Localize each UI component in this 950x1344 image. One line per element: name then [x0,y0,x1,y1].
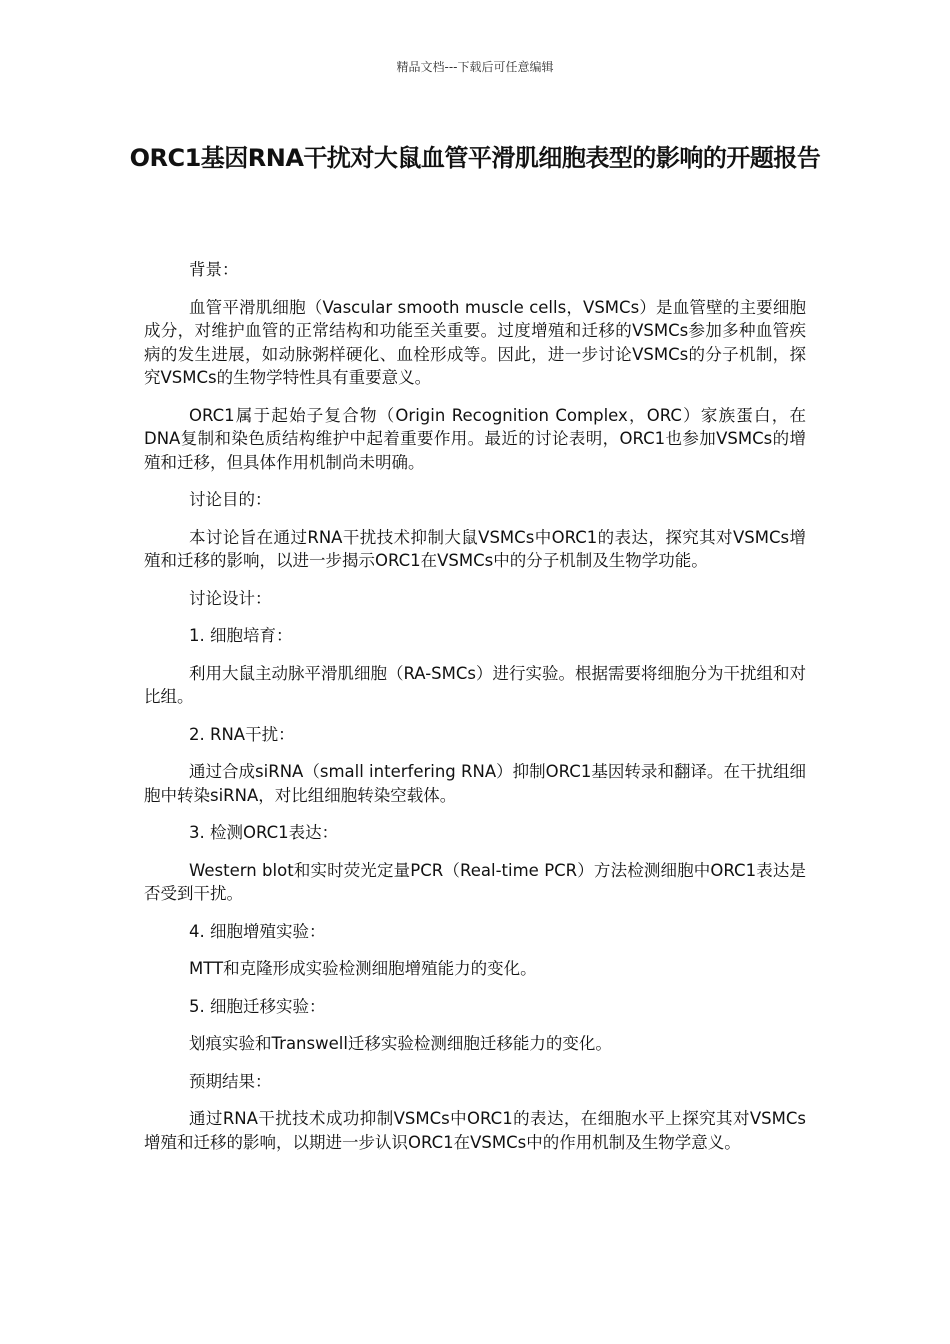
paragraph: 利用大鼠主动脉平滑肌细胞（RA-SMCs）进行实验。根据需要将细胞分为干扰组和对比组。 [144,663,807,706]
section-heading-purpose: 讨论目的： [189,490,272,509]
paragraph: 划痕实验和Transwell迁移实验检测细胞迁移能力的变化。 [189,1034,612,1053]
paragraph: 血管平滑肌细胞（Vascular smooth muscle cells，VSMCs）是血管壁的主要细胞成分，对维护血管的正常结构和功能至关重要。过度增殖和迁移的VSMCs参加多种血管疾病的发生进展，如动脉粥样硬化、血栓形成等。因此，进一步讨论VSMCs的分子机制，探究VSMCs的生物学特性具有重要意义。 [144,297,806,387]
paragraph: ORC1属于起始子复合物（Origin Recognition Complex，ORC）家族蛋白，在DNA复制和染色质结构维护中起着重要作用。最近的讨论表明，ORC1也参加VSMCs的增殖和迁移，但具体作用机制尚未明确。 [144,405,806,472]
paragraph: 通过RNA干扰技术成功抑制VSMCs中ORC1的表达，在细胞水平上探究其对VSMCs增殖和迁移的影响，以期进一步认识ORC1在VSMCs中的作用机制及生物学意义。 [144,1109,806,1152]
step-heading: 1. 细胞培育： [189,626,293,645]
paragraph: Western blot和实时荧光定量PCR（Real-time PCR）方法检测细胞中ORC1表达是否受到干扰。 [144,860,806,903]
document-body [144,258,806,1168]
section-heading-design: 讨论设计： [189,588,272,608]
paragraph: 通过合成siRNA（small interfering RNA）抑制ORC1基因转录和翻译。在干扰组细胞中转染siRNA，对比组细胞转染空载体。 [144,762,806,805]
section-heading-results: 预期结果： [189,1071,272,1091]
step-heading: 2. RNA干扰： [189,724,295,744]
step-heading: 5. 细胞迁移实验： [189,996,326,1016]
paragraph: 本讨论旨在通过RNA干扰技术抑制大鼠VSMCs中ORC1的表达，探究其对VSMCs增殖和迁移的影响，以进一步揭示ORC1在VSMCs中的分子机制及生物学功能。 [144,527,806,570]
document-title: ORC1基因RNA干扰对大鼠血管平滑肌细胞表型的影响的开题报告 [129,144,821,172]
step-heading: 4. 细胞增殖实验： [189,921,326,941]
paragraph: MTT和克隆形成实验检测细胞增殖能力的变化。 [189,959,537,978]
step-heading: 3. 检测ORC1表达： [189,823,339,842]
page-header: 精品文档---下载后可任意编辑 [396,60,554,74]
section-heading-background: 背景： [189,260,239,279]
